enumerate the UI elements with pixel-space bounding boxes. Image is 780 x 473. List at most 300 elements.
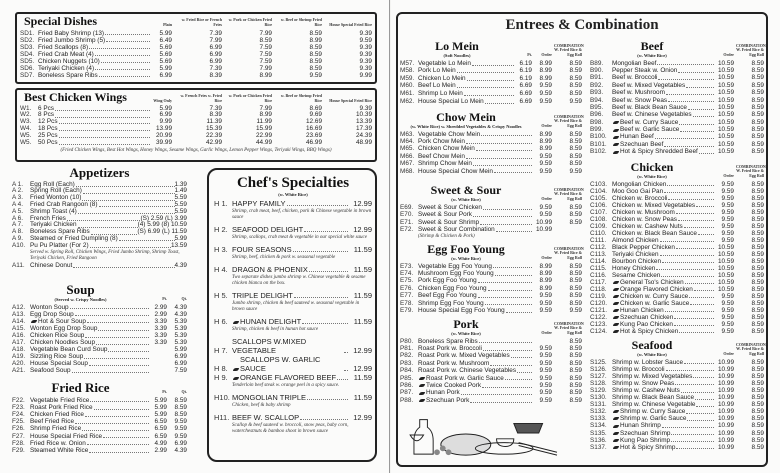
menu-item bbox=[12, 353, 187, 360]
item-name: Bourbon Chicken bbox=[612, 257, 662, 265]
item-name: SEAFOOD DELIGHT bbox=[232, 224, 304, 234]
leader-dots bbox=[679, 332, 714, 333]
leader-dots bbox=[693, 377, 714, 378]
column-header: Pt. bbox=[527, 52, 532, 57]
chow-mein-section bbox=[400, 111, 582, 175]
item-name: Boneless Spare Ribs bbox=[30, 228, 90, 236]
leader-dots bbox=[55, 110, 150, 111]
item-code: C116. bbox=[590, 271, 607, 279]
item-price: 8.99 bbox=[539, 277, 552, 285]
section-title: Fried Rice bbox=[51, 380, 110, 395]
item-code: M57. bbox=[400, 59, 415, 67]
menu-item bbox=[20, 37, 372, 44]
item-price: 8.59 bbox=[569, 396, 582, 404]
item-price: 9.59 bbox=[539, 306, 552, 314]
item-name: Fried Baby Shrimp (13) bbox=[38, 29, 105, 37]
item-name: HUNAN DELIGHT bbox=[240, 316, 302, 326]
hot-pepper-icon bbox=[31, 320, 37, 323]
item-code: A 5. bbox=[12, 207, 24, 215]
item-name: Vegetable Lo Mein bbox=[418, 59, 471, 67]
section-header bbox=[590, 40, 764, 58]
menu-item bbox=[590, 307, 764, 314]
item-code: C108. bbox=[590, 215, 608, 223]
menu-item bbox=[590, 181, 764, 188]
item-price: 6.69 bbox=[519, 89, 532, 97]
item-price: 3.39 bbox=[154, 317, 167, 325]
item-price: 10.99 bbox=[718, 358, 734, 366]
item-name: Teriyaki Chicken bbox=[30, 221, 77, 229]
item-code: W1. bbox=[20, 104, 32, 112]
item-price: 8.59 bbox=[569, 299, 582, 307]
item-price: 10.59 bbox=[718, 271, 734, 279]
item-price: 8.59 bbox=[569, 89, 582, 97]
item-name: Beef w. Black Bean Sauce bbox=[612, 103, 687, 111]
item-price: 8.59 bbox=[751, 306, 764, 314]
item-price: 13.39 bbox=[356, 118, 372, 126]
item-price: 8.59 bbox=[569, 284, 582, 292]
section-title: Soup bbox=[66, 282, 95, 297]
menu-item bbox=[590, 286, 764, 293]
item-name: Hot & Spicy Shrimp bbox=[620, 443, 676, 451]
item-price: 9.59 bbox=[174, 418, 187, 426]
item-price: 8.59 bbox=[751, 66, 764, 74]
hot-pepper-icon bbox=[613, 330, 619, 333]
item-name: House Special Egg Foo Young bbox=[418, 306, 505, 314]
item-code: M61. bbox=[400, 89, 415, 97]
item-price: 9.59 bbox=[721, 292, 734, 300]
beef-section bbox=[590, 40, 764, 156]
leader-dots bbox=[687, 420, 714, 421]
leader-dots bbox=[478, 282, 532, 283]
item-price: 5.39 bbox=[174, 332, 187, 340]
item-price: (4) 5.99 (8) 10.59 bbox=[137, 221, 187, 229]
section-title: Chow Mein bbox=[436, 110, 496, 124]
item-price: 8.59 bbox=[751, 208, 764, 216]
item-price: 8.59 bbox=[174, 411, 187, 418]
item-code: B99. bbox=[590, 126, 604, 134]
item-code: F26. bbox=[12, 425, 25, 433]
leader-dots bbox=[464, 95, 514, 96]
item-price: 10.99 bbox=[718, 372, 734, 380]
item-price: 10.59 bbox=[718, 89, 734, 97]
item-code: A19. bbox=[12, 353, 26, 361]
leader-dots bbox=[59, 123, 150, 124]
menu-item bbox=[400, 352, 582, 359]
item-price: 9.59 bbox=[539, 160, 552, 168]
item-price: 11.39 bbox=[206, 118, 222, 126]
item-code: B93. bbox=[590, 89, 604, 97]
item-code: S133. bbox=[590, 415, 607, 423]
leader-dots bbox=[662, 262, 714, 263]
item-price: 5.99 bbox=[154, 403, 167, 411]
item-name: Chicken Nuggets (10) bbox=[38, 57, 100, 65]
item-price: 9.59 bbox=[539, 89, 552, 97]
hot-pepper-icon bbox=[419, 399, 425, 402]
item-price: 9.39 bbox=[359, 50, 372, 58]
item-price: 10.99 bbox=[718, 436, 734, 444]
leader-dots bbox=[485, 304, 532, 305]
item-code: H 3. bbox=[214, 244, 228, 254]
leader-dots bbox=[676, 213, 714, 214]
leader-dots bbox=[78, 213, 175, 214]
leader-dots bbox=[99, 206, 175, 207]
item-price: 9.99 bbox=[359, 71, 372, 79]
leader-dots bbox=[473, 216, 532, 217]
menu-item bbox=[400, 397, 582, 404]
section-header bbox=[20, 91, 372, 104]
item-price: 5.69 bbox=[159, 43, 172, 51]
leader-dots bbox=[478, 297, 532, 298]
menu-item bbox=[12, 360, 187, 367]
food-illustration bbox=[405, 410, 565, 458]
item-name: SCALLOPS W.MIXED VEGETABLE bbox=[232, 336, 307, 355]
menu-item bbox=[12, 339, 187, 346]
item-name: Chicken w. Cashew Nuts bbox=[612, 222, 683, 230]
menu-item bbox=[590, 279, 764, 286]
column-header: w. French Fries w. Fried Rice bbox=[180, 93, 222, 103]
menu-item bbox=[590, 437, 764, 444]
item-name: Spring Roll (Each) bbox=[30, 187, 82, 195]
leader-dots bbox=[105, 34, 150, 35]
leader-dots bbox=[657, 64, 714, 65]
leader-dots bbox=[98, 330, 149, 331]
item-price: 6.59 bbox=[154, 432, 167, 440]
leader-dots bbox=[666, 94, 714, 95]
item-price: 8.59 bbox=[751, 365, 764, 373]
menu-item bbox=[400, 145, 582, 152]
item-price: 9.59 bbox=[539, 299, 552, 307]
item-name: Pork Egg Foo Young bbox=[418, 277, 477, 285]
menu-item bbox=[400, 292, 582, 299]
item-price: 8.59 bbox=[174, 396, 187, 404]
item-price: 11.59 bbox=[353, 316, 372, 326]
item-description: Tenderloin beef steak w. orange peel in a spicy sauce. bbox=[232, 382, 340, 388]
leader-dots bbox=[696, 406, 714, 407]
item-price: 10.59 bbox=[718, 103, 734, 111]
item-code: E73. bbox=[400, 262, 414, 270]
item-price: 17.39 bbox=[356, 124, 372, 132]
item-price: 8.59 bbox=[751, 443, 764, 451]
section-subtitle: (w. White Rice) bbox=[637, 351, 667, 357]
item-name: Roast Pork w. Garlic Sauce bbox=[426, 374, 504, 382]
item-name: Beef w. Garlic Sauce bbox=[620, 126, 680, 134]
section-title: Chef's Specialties bbox=[236, 175, 350, 191]
item-price: 9.59 bbox=[569, 97, 582, 105]
item-price: 6.19 bbox=[519, 74, 532, 82]
item-code: C106. bbox=[590, 201, 608, 209]
menu-item bbox=[590, 195, 764, 202]
item-name: Hunan Shrimp bbox=[620, 422, 661, 430]
item-price: 13.59 bbox=[171, 241, 187, 249]
item-code: A10. bbox=[12, 241, 26, 249]
item-price: 9.59 bbox=[539, 352, 552, 360]
leader-dots bbox=[698, 234, 714, 235]
menu-item bbox=[12, 304, 187, 311]
item-price: 11.59 bbox=[353, 264, 372, 274]
item-code: P86. bbox=[400, 381, 414, 389]
item-code: E70. bbox=[400, 211, 414, 219]
menu-item bbox=[590, 380, 764, 387]
menu-item bbox=[12, 311, 187, 318]
item-price: 4.39 bbox=[174, 310, 187, 318]
item-price: 6.99 bbox=[174, 353, 187, 361]
item-price: 7.59 bbox=[174, 367, 187, 375]
item-name: 18 Pcs bbox=[38, 124, 58, 132]
leader-dots bbox=[678, 72, 714, 73]
item-price: 9.59 bbox=[721, 201, 734, 209]
item-price: (S) 2.59 (L) 3.99 bbox=[140, 214, 187, 222]
column-header: House Special Fried Rice bbox=[329, 22, 372, 27]
item-name: Chicken Rice Soup bbox=[30, 332, 85, 340]
item-description: Served w. Spring Roll, Chicken Wings, Fried Jumbo Shrimp, Shrimp Toast, Teriyaki Chicken, Fried Rangoon bbox=[30, 249, 180, 261]
item-code: B96. bbox=[590, 111, 604, 119]
item-code: F22. bbox=[12, 396, 25, 404]
leader-dots bbox=[307, 399, 348, 400]
item-name: Shrimp w. Black Bean Sauce bbox=[612, 394, 695, 402]
leader-dots bbox=[668, 101, 714, 102]
item-price: 2.99 bbox=[154, 446, 167, 454]
item-name: Shrimp w. Cashew Nuts bbox=[612, 386, 680, 394]
column-header: w. Fried Rice or French Fries bbox=[181, 17, 222, 27]
item-name: Chicken w. Broccoli bbox=[612, 194, 668, 202]
item-code: F27. bbox=[12, 432, 25, 440]
leader-dots bbox=[293, 251, 348, 252]
item-price: 8.59 bbox=[569, 211, 582, 219]
leader-dots bbox=[495, 275, 532, 276]
hot-pepper-icon bbox=[613, 281, 619, 284]
item-name: Hot & Spicy Shredded Beef bbox=[620, 148, 698, 156]
menu-item bbox=[214, 373, 372, 382]
menu-item bbox=[400, 226, 582, 234]
menu-item bbox=[400, 75, 582, 83]
item-code: E76. bbox=[400, 284, 414, 292]
item-description: Jumbo shrimp, chicken & beef sauteed w. seasonal vegetable in brown sauce bbox=[232, 300, 360, 312]
item-code: P87. bbox=[400, 389, 414, 397]
item-price: 8.59 bbox=[751, 415, 764, 423]
item-price: 6.99 bbox=[209, 57, 222, 65]
item-price: 9.59 bbox=[539, 367, 552, 375]
section-heading bbox=[12, 381, 149, 395]
item-code: C104. bbox=[590, 187, 608, 195]
item-code: W2. bbox=[20, 111, 32, 119]
item-name: House Special Fried Rice bbox=[30, 432, 103, 440]
leader-dots bbox=[671, 434, 714, 435]
item-name: Beef w. Chinese Vegetables bbox=[612, 111, 692, 119]
item-code: B90. bbox=[590, 66, 604, 74]
item-price: 9.39 bbox=[359, 29, 372, 37]
item-code: E69. bbox=[400, 203, 414, 211]
item-description: Shrimp, scallops, crab meat & vegetable in our special white sauce bbox=[232, 234, 367, 240]
leader-dots bbox=[505, 379, 532, 380]
item-name: Boneless Spare Ribs bbox=[38, 71, 98, 79]
item-code: W3. bbox=[20, 118, 32, 126]
hot-pepper-icon bbox=[613, 410, 619, 413]
item-price: 10.59 bbox=[718, 264, 734, 272]
item-name: Shrimp w. Garlic Sauce bbox=[620, 415, 687, 423]
item-price: 8.59 bbox=[569, 82, 582, 90]
item-price: 8.59 bbox=[751, 408, 764, 416]
item-price: 11.59 bbox=[353, 392, 372, 402]
item-code: M63. bbox=[400, 130, 415, 138]
menu-item bbox=[590, 60, 764, 67]
menu-item bbox=[400, 90, 582, 98]
item-name: Shrimp Toast (4) bbox=[30, 207, 77, 215]
leader-dots bbox=[664, 192, 714, 193]
item-code: H 8. bbox=[214, 363, 228, 373]
menu-item bbox=[400, 360, 582, 367]
item-name: Shrimp Lo Mein bbox=[418, 89, 463, 97]
column-header: Order bbox=[541, 196, 552, 201]
leader-dots bbox=[483, 350, 532, 351]
leader-dots bbox=[466, 158, 532, 159]
menu-item bbox=[590, 111, 764, 118]
item-price: 9.59 bbox=[721, 229, 734, 237]
item-price: 8.59 bbox=[751, 320, 764, 328]
column-headers bbox=[714, 44, 764, 58]
section-subtitle: (w. White Rice) bbox=[637, 173, 667, 179]
leader-dots bbox=[665, 311, 714, 312]
item-code: E79. bbox=[400, 306, 414, 314]
item-price: 5.39 bbox=[174, 324, 187, 332]
item-price: 5.99 bbox=[174, 235, 187, 243]
item-name: FOUR SEASONS bbox=[232, 244, 292, 254]
item-code: A 6. bbox=[12, 214, 24, 222]
item-name: Steamed or Fried Dumpling (8) bbox=[30, 235, 118, 243]
item-price: 42.99 bbox=[206, 138, 222, 146]
menu-item bbox=[590, 74, 764, 81]
item-price: 9.59 bbox=[721, 208, 734, 216]
section-title: Special Dishes bbox=[24, 14, 98, 28]
item-code: C123. bbox=[590, 320, 608, 328]
section-title: Chicken bbox=[630, 160, 674, 174]
leader-dots bbox=[662, 427, 714, 428]
item-code: A12. bbox=[12, 303, 26, 311]
menu-item bbox=[214, 199, 372, 208]
item-name: Egg Drop Soup bbox=[30, 310, 74, 318]
leader-dots bbox=[686, 87, 714, 88]
item-price: 8.59 bbox=[751, 401, 764, 409]
item-code: E75. bbox=[400, 277, 414, 285]
item-name: Shrimp w. Lobster Sauce bbox=[612, 358, 684, 366]
hot-pepper-icon bbox=[613, 316, 619, 319]
menu-item bbox=[590, 82, 764, 89]
item-price: 5.99 bbox=[154, 411, 167, 418]
item-price: 10.59 bbox=[718, 96, 734, 104]
item-price: 9.69 bbox=[309, 111, 322, 119]
item-name: Sweet & Sour Chicken bbox=[418, 203, 482, 211]
column-header: Wing Only bbox=[153, 98, 172, 103]
item-price: 8.59 bbox=[751, 250, 764, 258]
item-name: Roast Pork w. Mushroom bbox=[418, 359, 490, 367]
leader-dots bbox=[101, 62, 150, 63]
leader-dots bbox=[457, 87, 514, 88]
item-price: 22.39 bbox=[206, 131, 222, 139]
section-subtitle: (w. White Rice) w. Shredded Vegetables & Crispy Noodles bbox=[410, 123, 522, 129]
item-price: 8.59 bbox=[569, 277, 582, 285]
section-subtitle: (w. White Rice) bbox=[451, 330, 481, 336]
item-name: Shrimp w. Curry Sauce bbox=[620, 408, 686, 416]
item-name: Beef w. Mushroom bbox=[612, 89, 665, 97]
item-price: 9.59 bbox=[721, 327, 734, 335]
section-title: Beef bbox=[640, 39, 664, 53]
item-price: 10.99 bbox=[718, 422, 734, 430]
item-price: 5.59 bbox=[174, 194, 187, 202]
leader-dots bbox=[470, 402, 532, 403]
item-price: 5.69 bbox=[159, 50, 172, 58]
item-name: Chicken Noodles Soup bbox=[30, 339, 96, 347]
item-price: 10.99 bbox=[718, 365, 734, 373]
section-heading bbox=[400, 184, 532, 202]
menu-item bbox=[400, 367, 582, 374]
item-code: S134. bbox=[590, 422, 607, 430]
item-price: 9.59 bbox=[569, 306, 582, 314]
column-header: w. Pork or Chicken Fried Rice bbox=[228, 93, 272, 103]
leader-dots bbox=[83, 193, 175, 194]
item-price: 4.39 bbox=[174, 261, 187, 269]
hot-pepper-icon bbox=[613, 432, 619, 435]
item-price: 5.39 bbox=[174, 317, 187, 325]
item-name: Beef Egg Foo Young bbox=[418, 292, 477, 300]
leader-dots bbox=[676, 448, 714, 449]
item-price: 7.99 bbox=[209, 36, 222, 44]
menu-item bbox=[590, 293, 764, 300]
item-code: C111. bbox=[590, 236, 607, 244]
item-name: Chicken w. Black Bean Sauce bbox=[612, 229, 697, 237]
item-name: Pork Lo Mein bbox=[418, 67, 456, 75]
column-header: COMBINATION W. Fried Rice & Egg Roll bbox=[736, 341, 766, 356]
item-price: 10.59 bbox=[718, 133, 734, 141]
leader-dots bbox=[287, 205, 349, 206]
item-price: 7.59 bbox=[259, 43, 272, 51]
item-price: 8.59 bbox=[569, 367, 582, 375]
item-code: E78. bbox=[400, 299, 414, 307]
item-price: 9.59 bbox=[539, 381, 552, 389]
chicken-section bbox=[590, 161, 764, 335]
item-price: 10.59 bbox=[718, 81, 734, 89]
leader-dots bbox=[674, 318, 714, 319]
item-price: 6.19 bbox=[519, 67, 532, 75]
item-name: Chicken w. Curry Sauce bbox=[620, 292, 689, 300]
item-code: P83. bbox=[400, 359, 414, 367]
leader-dots bbox=[309, 271, 348, 272]
item-price: 8.39 bbox=[209, 111, 222, 119]
menu-item bbox=[400, 285, 582, 292]
item-price: 10.59 bbox=[718, 111, 734, 119]
item-code: M62. bbox=[400, 97, 415, 105]
item-code: SD7. bbox=[20, 71, 35, 79]
leader-dots bbox=[695, 399, 714, 400]
item-price: 15.99 bbox=[256, 124, 272, 132]
item-code: S129. bbox=[590, 386, 607, 394]
column-header: Order bbox=[723, 52, 734, 57]
item-code: A11. bbox=[12, 261, 25, 269]
item-price: 2.99 bbox=[154, 310, 167, 318]
leader-dots bbox=[300, 419, 348, 420]
item-name: Twice Cooked Pork bbox=[426, 381, 482, 389]
item-code: B100. bbox=[590, 133, 607, 141]
item-price: 6.59 bbox=[154, 418, 167, 426]
menu-item bbox=[590, 104, 764, 111]
fried-rice-section bbox=[12, 381, 187, 454]
leader-dots bbox=[461, 394, 532, 395]
item-name: Chicken w. Snow Peas bbox=[612, 215, 678, 223]
menu-item bbox=[20, 44, 372, 51]
leader-dots bbox=[70, 308, 149, 309]
section-header bbox=[20, 15, 372, 28]
menu-item bbox=[590, 251, 764, 258]
item-code: A 3. bbox=[12, 194, 24, 202]
item-code: H 4. bbox=[214, 264, 228, 274]
